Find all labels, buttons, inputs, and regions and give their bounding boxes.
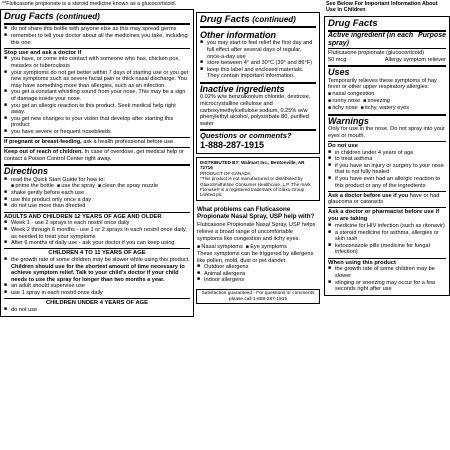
- drug-facts-panel-3: [324, 16, 450, 296]
- list-item: ■ do not share this bottle with anyone else as this may spread germs: [4, 26, 190, 33]
- list-item: ■ you get an allergic reaction to this product. Seek medical help right away.: [4, 103, 190, 116]
- phone-number: 1-888-287-1915: [200, 140, 265, 151]
- drug-facts-column-1: [0, 0, 194, 450]
- ask-pharmacist-heading: Ask a doctor or pharmacist before use if you are taking: [328, 207, 446, 223]
- children-use-note: See Below For Important Information About Use In Children: [326, 1, 438, 14]
- keep-out-of-reach: Keep out of reach of children. In case of overdose, get medical help or contact a Poison Control Center right away.: [4, 147, 190, 162]
- drug-facts-header: Drug Facts (continued): [200, 15, 316, 28]
- list-item: ■ do not use: [4, 307, 190, 314]
- list-item: ■ medicine for HIV infection (such as ritonavir): [328, 223, 446, 230]
- list-item: ■ you may start to feel relief the first day and full effect after several days of regular, once-a-day use: [200, 40, 316, 60]
- adults-heading: ADULTS AND CHILDREN 12 YEARS OF AGE AND OLDER: [4, 212, 190, 221]
- steroid-note: **Fluticasone propionate is a steroid medicine known as a glucocorticoid.: [2, 1, 177, 7]
- list-item: ■ remember to tell your doctor about all the medicines you take, including this one: [4, 33, 190, 46]
- satisfaction-note: Satisfaction guaranteed - For questions or comments please call 1-888-287-1915: [196, 289, 320, 304]
- distributor-box: DISTRIBUTED BY: Walmart Inc., Bentonville, AR 72716 PRODUCT OF CANADA *This product is not manufactured or distributed by GlaxoSmithKline Consumer Healthcare, L.P. The mark Flonase® is a registered trademark of Glaxo Group Limited plc.: [196, 157, 320, 201]
- warnings-heading: Warnings: [328, 114, 446, 126]
- list-item: ■ if you have an injury or surgery to your nose that is not fully healed: [328, 163, 446, 176]
- list-item: ■ the growth rate of some children may be slower while using this product. Children should use for the shortest amount of time necessary to achieve symptom relief. Talk to your child's doctor if your child needs to use the spray for longer than two months a year.: [4, 257, 190, 283]
- when-using-heading: When using this product: [328, 258, 446, 267]
- children-4-11-list: [4, 257, 190, 297]
- drug-facts-header: Drug Facts (continued): [4, 12, 190, 25]
- active-ingredient-heading: Active ingredient (in each spray) Purpose: [328, 31, 446, 47]
- other-information-list: [200, 40, 316, 80]
- list-item: ■ read the Quick Start Guide for how to: ■ prime the bottle■ use the spray■ clean the spray nozzle: [4, 177, 190, 190]
- list-item: ■ store between 4° and 30°C (39° and 86°F): [200, 60, 316, 67]
- list-item: ■ use 1 spray in each nostril once daily: [4, 290, 190, 297]
- active-ingredient-name: Fluticasone propionate (glucocorticoid): [328, 48, 446, 57]
- list-item: ■ Animal allergens: [197, 271, 319, 278]
- list-item: ■ you get a constant whistling sound from your nose. This may be a sign of damage inside your nose.: [4, 89, 190, 102]
- pregnancy-warning: If pregnant or breast-feeding, ask a health professional before use.: [4, 137, 190, 146]
- drug-facts-header: Drug Facts: [328, 19, 446, 32]
- list-item: ■ if you have ever had an allergic reaction to this product or any of the ingredients: [328, 176, 446, 189]
- ask-pharmacist-list: [328, 223, 446, 256]
- adults-list: [4, 220, 190, 246]
- directions-heading: Directions: [4, 164, 190, 176]
- list-item: ■ do not use more than directed: [4, 203, 190, 210]
- list-item: ■ keep this label and enclosed materials. They contain important information.: [200, 67, 316, 80]
- when-using-list: [328, 266, 446, 292]
- stop-use-list: [4, 56, 190, 135]
- list-item: ■ use this product only once a day: [4, 197, 190, 204]
- uses-heading: Uses: [328, 65, 446, 77]
- do-not-use-list: [328, 150, 446, 190]
- list-item: ■ stinging or sneezing may occur for a few seconds right after use: [328, 280, 446, 293]
- list-item: ■ your symptoms do not get better within 7 days of starting use or you get new symptoms such as severe facial pain or thick nasal discharge. You may have something more than allergies, such as an infection.: [4, 70, 190, 90]
- allergen-list: [197, 264, 319, 284]
- active-ingredient-dose: 50 mcg Allergy symptom reliever: [328, 56, 446, 63]
- uses-row: ■ itchy nose■ itchy, watery eyes: [328, 105, 446, 112]
- list-item: ■ to treat asthma: [328, 156, 446, 163]
- warnings-text: Only for use in the nose. Do not spray into your eyes or mouth.: [328, 126, 445, 139]
- inactive-ingredients-heading: Inactive ingredients: [200, 82, 316, 94]
- list-item: ■ you have severe or frequent nosebleeds: [4, 129, 190, 136]
- children-4-11-heading: CHILDREN 4 TO 11 YEARS OF AGE: [4, 248, 190, 257]
- directions-list: [4, 177, 190, 210]
- what-problems-section: What problems can Fluticasone Propionate Nasal Spray, USP help with? Fluticasone Propionate Nasal Spray, USP helps relieve a broad range of uncomfortable symptoms like congestion and itchy eyes. ■ Nasal symptoms■ Eye symptoms These symptoms can be triggered by allergens like pollen, mold, dust or pet dander. ■ Outdoor allergens ■ Animal allergens ■ Indoor allergens: [196, 204, 320, 286]
- list-item: ■ Indoor allergens: [197, 277, 319, 284]
- list-item: ■ shake gently before each use: [4, 190, 190, 197]
- ask-doctor-before-use: Ask a doctor before use if you have or had glaucoma or cataracts: [328, 191, 446, 206]
- stop-use-heading: Stop use and ask a doctor if: [4, 48, 190, 57]
- list-item: ■ an adult should supervise use: [4, 283, 190, 290]
- do-not-use-heading: Do not use: [328, 141, 446, 150]
- inactive-ingredients-text: 0.02% w/w benzalkonium chloride, dextrose, microcrystalline cellulose and carboxymethylcellulose sodium, 0.25% w/w phenylethyl alcohol, polysorbate 80, purified water: [200, 94, 311, 127]
- list-item: ■ a steroid medicine for asthma, allergies or skin rash: [328, 230, 446, 243]
- list-item: ■ Outdoor allergens: [197, 264, 319, 271]
- drug-facts-column-3: [324, 0, 450, 450]
- drug-facts-column-2: [196, 0, 320, 450]
- drug-facts-panel-2: [196, 12, 320, 154]
- drug-facts-panel-1: [0, 9, 194, 316]
- list-item: ■ Week 2 through 6 months - use 1 or 2 sprays in each nostril once daily, as needed to treat your symptoms: [4, 227, 190, 240]
- list-item: ■ the growth rate of some children may be slower: [328, 266, 446, 279]
- uses-row: ■ runny nose■ sneezing: [328, 98, 446, 105]
- pre-bullets: [4, 26, 190, 46]
- list-item: ■ After 6 months of daily use - ask your doctor if you can keep using: [4, 240, 190, 247]
- children-under-4-heading: CHILDREN UNDER 4 YEARS OF AGE: [4, 298, 190, 307]
- list-item: ■ you have, or come into contact with someone who has, chicken pox, measles or tuberculosis: [4, 56, 190, 69]
- uses-text: Temporarily relieves these symptoms of hay fever or other upper respiratory allergies:: [328, 77, 437, 91]
- list-item: ■ in children under 4 years of age: [328, 150, 446, 157]
- other-information-heading: Other information: [200, 29, 276, 40]
- uses-row: ■ nasal congestion: [328, 91, 446, 98]
- list-item: ■ ketoconazole pills (medicine for fungal infection): [328, 243, 446, 256]
- list-item: ■ Week 1 - use 2 sprays in each nostril once daily: [4, 220, 190, 227]
- questions-heading: Questions or comments?: [200, 129, 316, 140]
- list-item: ■ you get new changes to your vision that develop after starting this product: [4, 116, 190, 129]
- children-under-4-list: [4, 307, 190, 314]
